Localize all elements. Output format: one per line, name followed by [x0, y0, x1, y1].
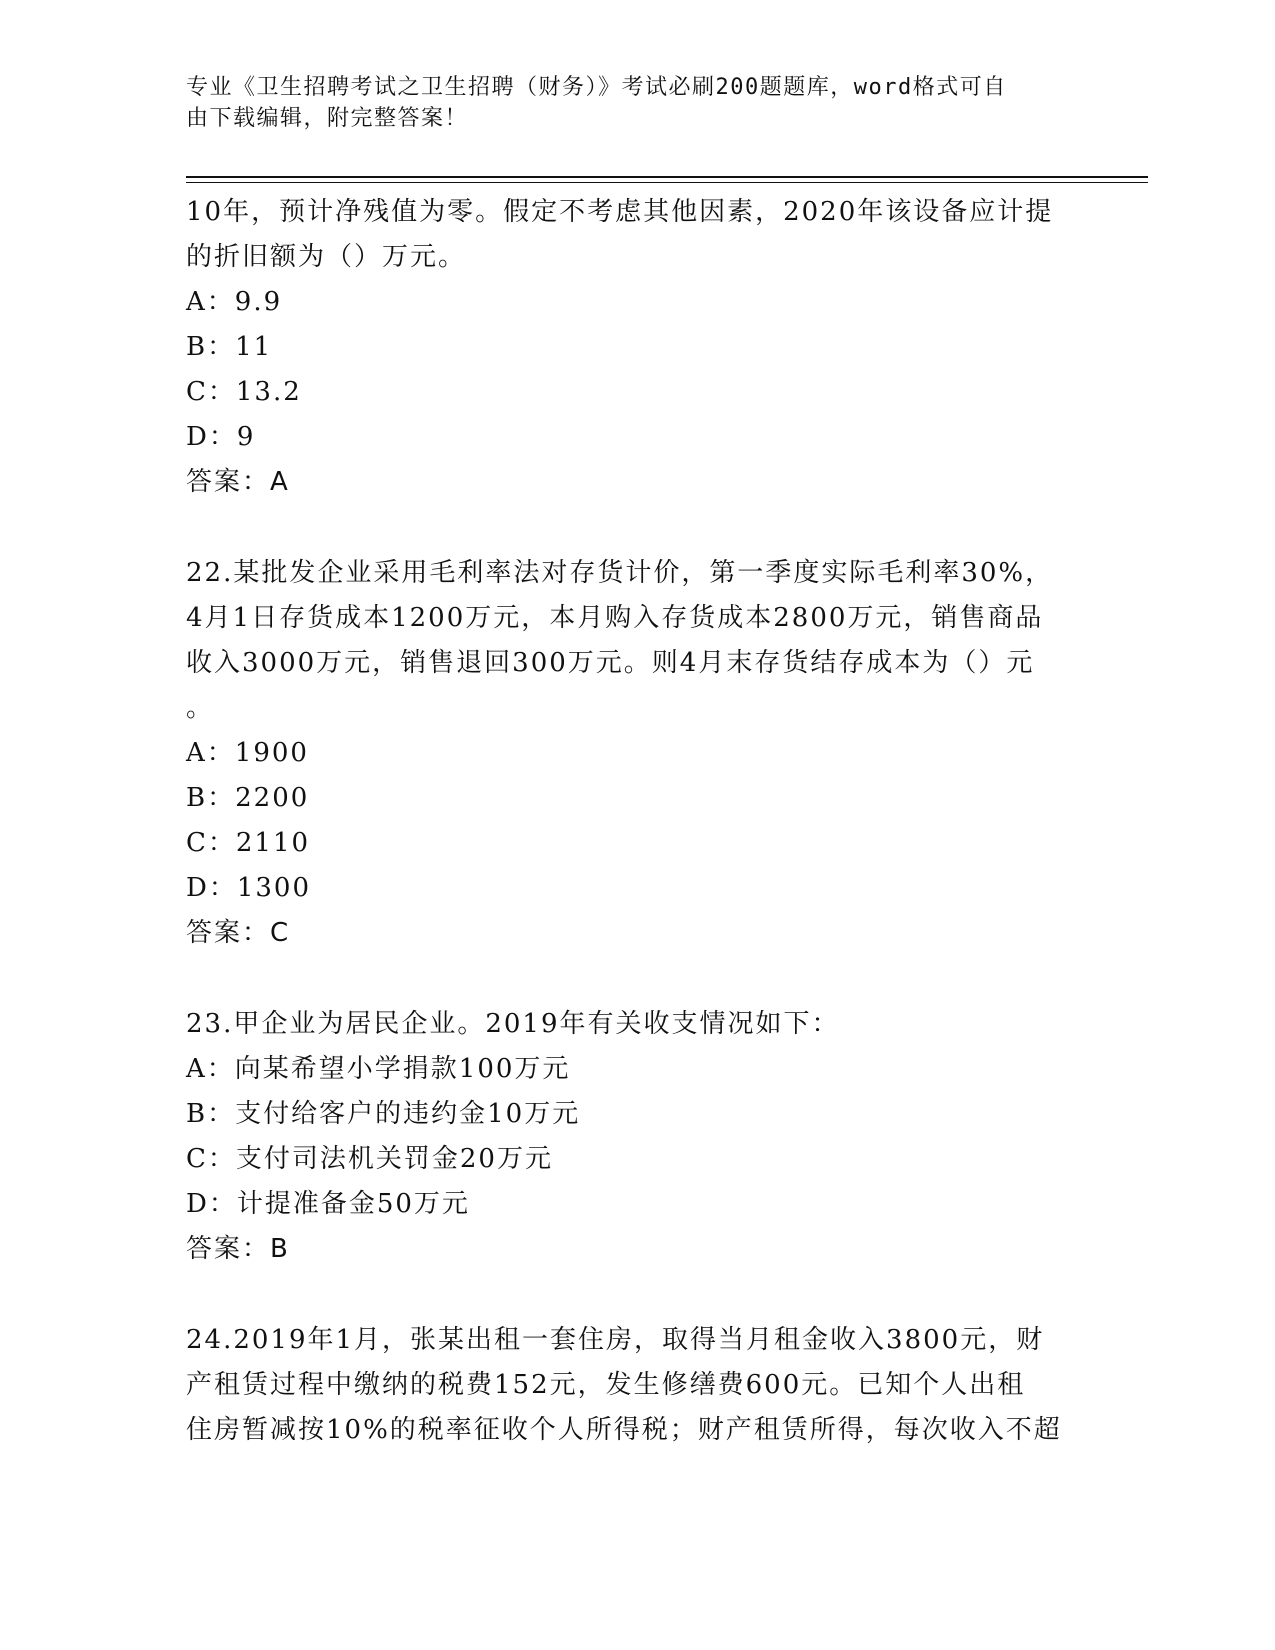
question-23: [186, 1002, 1086, 1272]
spacer: [186, 1272, 1086, 1318]
question-text-line: 10年，预计净残值为零。假定不考虑其他因素，2020年该设备应计提: [186, 197, 1054, 227]
question-text-line: 24.2019年1月，张某出租一套住房，取得当月租金收入3800元，财: [186, 1325, 1045, 1355]
document-header: [186, 72, 1066, 134]
option-b: B：2200: [186, 783, 310, 813]
question-text-line: 4月1日存货成本1200万元，本月购入存货成本2800万元，销售商品: [186, 603, 1044, 633]
header-rule-thick: [186, 176, 1148, 178]
question-21: [186, 190, 1086, 505]
option-b: B：11: [186, 332, 273, 362]
question-text-line: 23.甲企业为居民企业。2019年有关收支情况如下：: [186, 1009, 840, 1039]
question-text-line: 。: [186, 693, 215, 723]
option-a: A：9.9: [186, 287, 283, 317]
spacer: [186, 956, 1086, 1002]
answer-line: 答案：A: [186, 467, 290, 497]
answer-line: 答案：C: [186, 918, 291, 948]
question-text-line: 收入3000万元，销售退回300万元。则4月末存货结存成本为（）元: [186, 648, 1035, 678]
question-24: [186, 1318, 1086, 1453]
question-22: [186, 551, 1086, 956]
question-text-line: 产租赁过程中缴纳的税费152元，发生修缮费600元。已知个人出租: [186, 1370, 1026, 1400]
question-text-line: 22.某批发企业采用毛利率法对存货计价，第一季度实际毛利率30%，: [186, 558, 1054, 588]
header-line-1: 专业《卫生招聘考试之卫生招聘（财务）》考试必刷200题题库，word格式可自: [186, 75, 1007, 100]
header-line-2: 由下载编辑，附完整答案！: [186, 106, 469, 131]
option-d: D：9: [186, 422, 256, 452]
question-text-line: 的折旧额为（）万元。: [186, 242, 467, 272]
option-a: A：向某希望小学捐款100万元: [186, 1054, 571, 1084]
question-text-line: 住房暂减按10%的税率征收个人所得税；财产租赁所得，每次收入不超: [186, 1415, 1062, 1445]
option-d: D：1300: [186, 873, 312, 903]
spacer: [186, 505, 1086, 551]
option-a: A：1900: [186, 738, 309, 768]
answer-line: 答案：B: [186, 1234, 290, 1264]
option-d: D：计提准备金50万元: [186, 1189, 470, 1219]
option-c: C：13.2: [186, 377, 302, 407]
header-rule-thin: [186, 182, 1148, 183]
option-c: C：支付司法机关罚金20万元: [186, 1144, 553, 1174]
document-body: [186, 190, 1086, 1453]
option-c: C：2110: [186, 828, 311, 858]
option-b: B：支付给客户的违约金10万元: [186, 1099, 581, 1129]
